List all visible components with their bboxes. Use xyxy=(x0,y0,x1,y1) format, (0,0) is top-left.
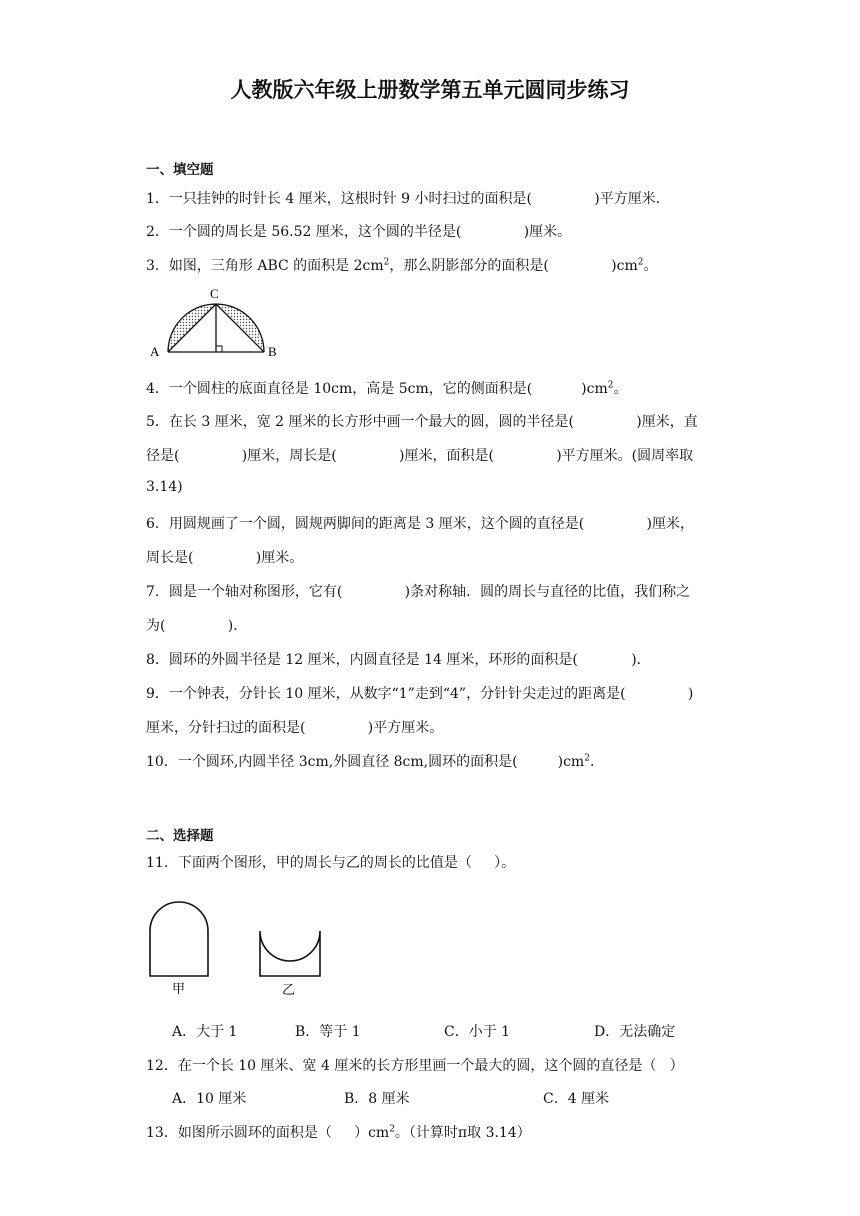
q11-option-a[interactable]: A．大于 1 xyxy=(172,1024,238,1040)
question-9-line-1: 9．一个钟表，分针长 10 厘米，从数字“1”走到“4”，分针针尖走过的距离是( ) xyxy=(146,686,694,702)
q12-option-c[interactable]: C．4 厘米 xyxy=(543,1091,610,1107)
section-heading-multiple-choice: 二、选择题 xyxy=(146,828,214,844)
q11-option-d[interactable]: D．无法确定 xyxy=(594,1024,676,1040)
question-8: 8．圆环的外圆半径是 12 厘米，内圆直径是 14 厘米，环形的面积是( )． xyxy=(146,652,651,668)
point-a-label: A xyxy=(150,344,160,359)
page-title: 人教版六年级上册数学第五单元圆同步练习 xyxy=(230,78,630,102)
q12-option-a[interactable]: A．10 厘米 xyxy=(172,1091,247,1107)
section-heading-fill-blank: 一、填空题 xyxy=(146,162,214,178)
question-6-line-2: 周长是( )厘米。 xyxy=(146,550,304,566)
question-7-line-1: 7．圆是一个轴对称图形，它有( )条对称轴．圆的周长与直径的比值，我们称之 xyxy=(146,584,691,600)
question-3: 3．如图，三角形 ABC 的面积是 $2cm^2$，那么阴影部分的面积是( )$cm^2$。 xyxy=(146,257,658,274)
question-6-line-1: 6．用圆规画了一个圆，圆规两脚间的距离是 3 厘米，这个圆的直径是( )厘米， xyxy=(146,516,694,532)
label-jia: 甲 xyxy=(172,982,186,997)
label-yi: 乙 xyxy=(282,983,296,998)
question-10: 10．一个圆环,内圆半径 3cm,外圆直径 8cm,圆环的面积是( )$cm^2$. xyxy=(146,753,595,770)
question-4: 4．一个圆柱的底面直径是 10cm，高是 5cm，它的侧面积是( )$cm^2$。 xyxy=(146,380,628,397)
question-5-line-1: 5．在长 3 厘米，宽 2 厘米的长方形中画一个最大的圆，圆的半径是( )厘米，直 xyxy=(146,414,698,430)
question-5-line-3: 3.14) xyxy=(146,479,183,495)
q11-option-c[interactable]: C．小于 1 xyxy=(444,1024,511,1040)
question-12: 12．在一个长 10 厘米、宽 4 厘米的长方形里画一个最大的圆，这个圆的直径是（ ） xyxy=(146,1058,684,1074)
question-13: 13．如图所示圆环的面积是（ ）$cm^2$。（计算时π取 3.14） xyxy=(146,1124,531,1141)
question-1: 1．一只挂钟的时针长 4 厘米，这根时针 9 小时扫过的面积是( )平方厘米． xyxy=(146,191,670,207)
shapes-jia-yi-figure xyxy=(146,893,346,1003)
question-9-line-2: 厘米，分针扫过的面积是( )平方厘米。 xyxy=(146,720,444,736)
q11-option-b[interactable]: B．等于 1 xyxy=(295,1024,361,1040)
question-2: 2．一个圆的周长是 56.52 厘米，这个圆的半径是( )厘米。 xyxy=(146,224,572,240)
question-7-line-2: 为( )． xyxy=(146,618,248,634)
q12-option-b[interactable]: B．8 厘米 xyxy=(344,1091,410,1107)
question-5-line-2: 径是( )厘米，周长是( )厘米，面积是( )平方厘米。(圆周率取 xyxy=(146,448,694,464)
semicircle-triangle-figure xyxy=(146,282,286,362)
point-c-label: C xyxy=(210,286,219,301)
point-b-label: B xyxy=(268,344,277,359)
question-11: 11．下面两个图形，甲的周长与乙的周长的比值是（ ）。 xyxy=(146,855,516,871)
